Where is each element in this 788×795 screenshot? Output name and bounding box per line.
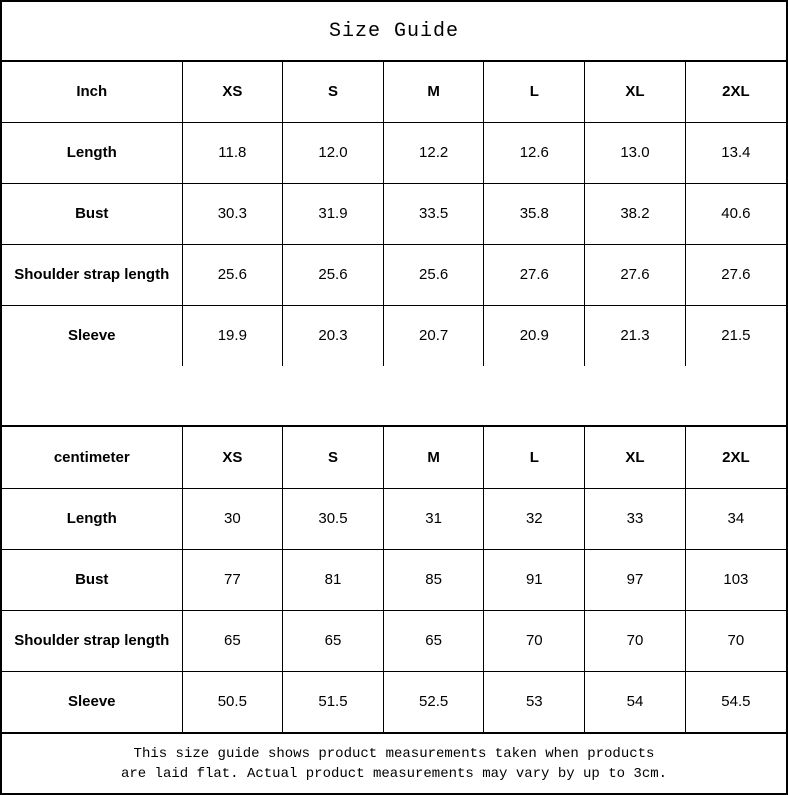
size-header-cell-l: L	[484, 62, 585, 122]
size-header-cell-l: L	[484, 427, 585, 488]
value-cell: 31.9	[283, 183, 384, 244]
value-cell: 65	[283, 610, 384, 671]
value-cell: 33.5	[383, 183, 484, 244]
value-cell: 30.5	[283, 488, 384, 549]
inch-header-row	[2, 62, 786, 122]
size-header-cell-s: S	[283, 427, 384, 488]
value-cell: 20.3	[283, 305, 384, 366]
size-header-cell-m: M	[383, 62, 484, 122]
value-cell: 12.0	[283, 122, 384, 183]
row-label-cell: Sleeve	[67, 693, 116, 711]
unit-header-cell: Inch	[2, 62, 182, 122]
table-row-length	[2, 122, 786, 183]
value-cell: 30.3	[182, 183, 283, 244]
table-row-shoulder-strap	[2, 610, 786, 671]
value-cell: 31	[383, 488, 484, 549]
row-label-cell: Shoulder strap length	[2, 610, 182, 671]
size-header-cell-xs: XS	[182, 62, 283, 122]
value-cell: 35.8	[484, 183, 585, 244]
value-cell: 12.2	[383, 122, 484, 183]
inch-table-section	[2, 62, 786, 366]
size-table-inch	[2, 62, 786, 366]
footer-note-line1: This size guide shows product measurements taken when products	[133, 745, 655, 762]
value-cell: 70	[685, 610, 786, 671]
size-header-cell-2xl: 2XL	[685, 62, 786, 122]
row-label-cell: Length	[2, 122, 182, 183]
size-table-centimeter	[2, 427, 786, 732]
row-label-cell: Shoulder strap length	[2, 244, 182, 305]
value-cell: 12.6	[484, 122, 585, 183]
value-cell: 27.6	[484, 244, 585, 305]
footer-note-line2: are laid flat. Actual product measurements may vary by up to 3cm.	[120, 765, 668, 782]
size-header-cell-xl: XL	[585, 427, 686, 488]
value-cell: 30	[182, 488, 283, 549]
row-label-cell: Bust	[2, 183, 182, 244]
row-label-cell: Length	[2, 488, 182, 549]
footer-note	[2, 732, 786, 793]
value-cell: 77	[182, 549, 283, 610]
row-label-cell: Bust	[2, 549, 182, 610]
value-cell: 81	[283, 549, 384, 610]
table-row-shoulder-strap	[2, 244, 786, 305]
value-cell: 40.6	[685, 183, 786, 244]
value-cell: 20.9	[484, 305, 585, 366]
value-cell: 25.6	[383, 244, 484, 305]
value-cell: 70	[484, 610, 585, 671]
table-row-bust	[2, 549, 786, 610]
row-label-cell: Sleeve	[67, 327, 116, 345]
value-cell: 11.8	[182, 122, 283, 183]
value-cell: 13.0	[585, 122, 686, 183]
table-row-sleeve	[2, 671, 786, 732]
value-cell: 54	[585, 671, 686, 732]
unit-header-cell: centimeter	[2, 427, 182, 488]
value-cell: 25.6	[283, 244, 384, 305]
value-cell: 13.4	[685, 122, 786, 183]
section-divider-gap	[2, 366, 786, 427]
value-cell: 103	[685, 549, 786, 610]
value-cell: 52.5	[383, 671, 484, 732]
size-header-cell-m: M	[383, 427, 484, 488]
value-cell: 91	[484, 549, 585, 610]
value-cell: 97	[585, 549, 686, 610]
value-cell: 21.5	[685, 305, 786, 366]
value-cell: 65	[182, 610, 283, 671]
value-cell: 32	[484, 488, 585, 549]
table-row-length	[2, 488, 786, 549]
value-cell: 27.6	[585, 244, 686, 305]
value-cell: 65	[383, 610, 484, 671]
value-cell: 53	[484, 671, 585, 732]
page-title: Size Guide	[2, 2, 786, 62]
size-header-cell-s: S	[283, 62, 384, 122]
value-cell: 34	[685, 488, 786, 549]
value-cell: 70	[585, 610, 686, 671]
value-cell: 21.3	[585, 305, 686, 366]
value-cell: 20.7	[383, 305, 484, 366]
size-header-cell-xl: XL	[585, 62, 686, 122]
value-cell: 38.2	[585, 183, 686, 244]
value-cell: 27.6	[685, 244, 786, 305]
table-row-sleeve	[2, 305, 786, 366]
value-cell: 19.9	[182, 305, 283, 366]
value-cell: 33	[585, 488, 686, 549]
table-row-bust	[2, 183, 786, 244]
value-cell: 50.5	[182, 671, 283, 732]
size-header-cell-2xl: 2XL	[685, 427, 786, 488]
value-cell: 85	[383, 549, 484, 610]
value-cell: 51.5	[283, 671, 384, 732]
centimeter-table-section	[2, 427, 786, 732]
value-cell: 25.6	[182, 244, 283, 305]
value-cell: 54.5	[685, 671, 786, 732]
size-header-cell-xs: XS	[182, 427, 283, 488]
centimeter-header-row	[2, 427, 786, 488]
